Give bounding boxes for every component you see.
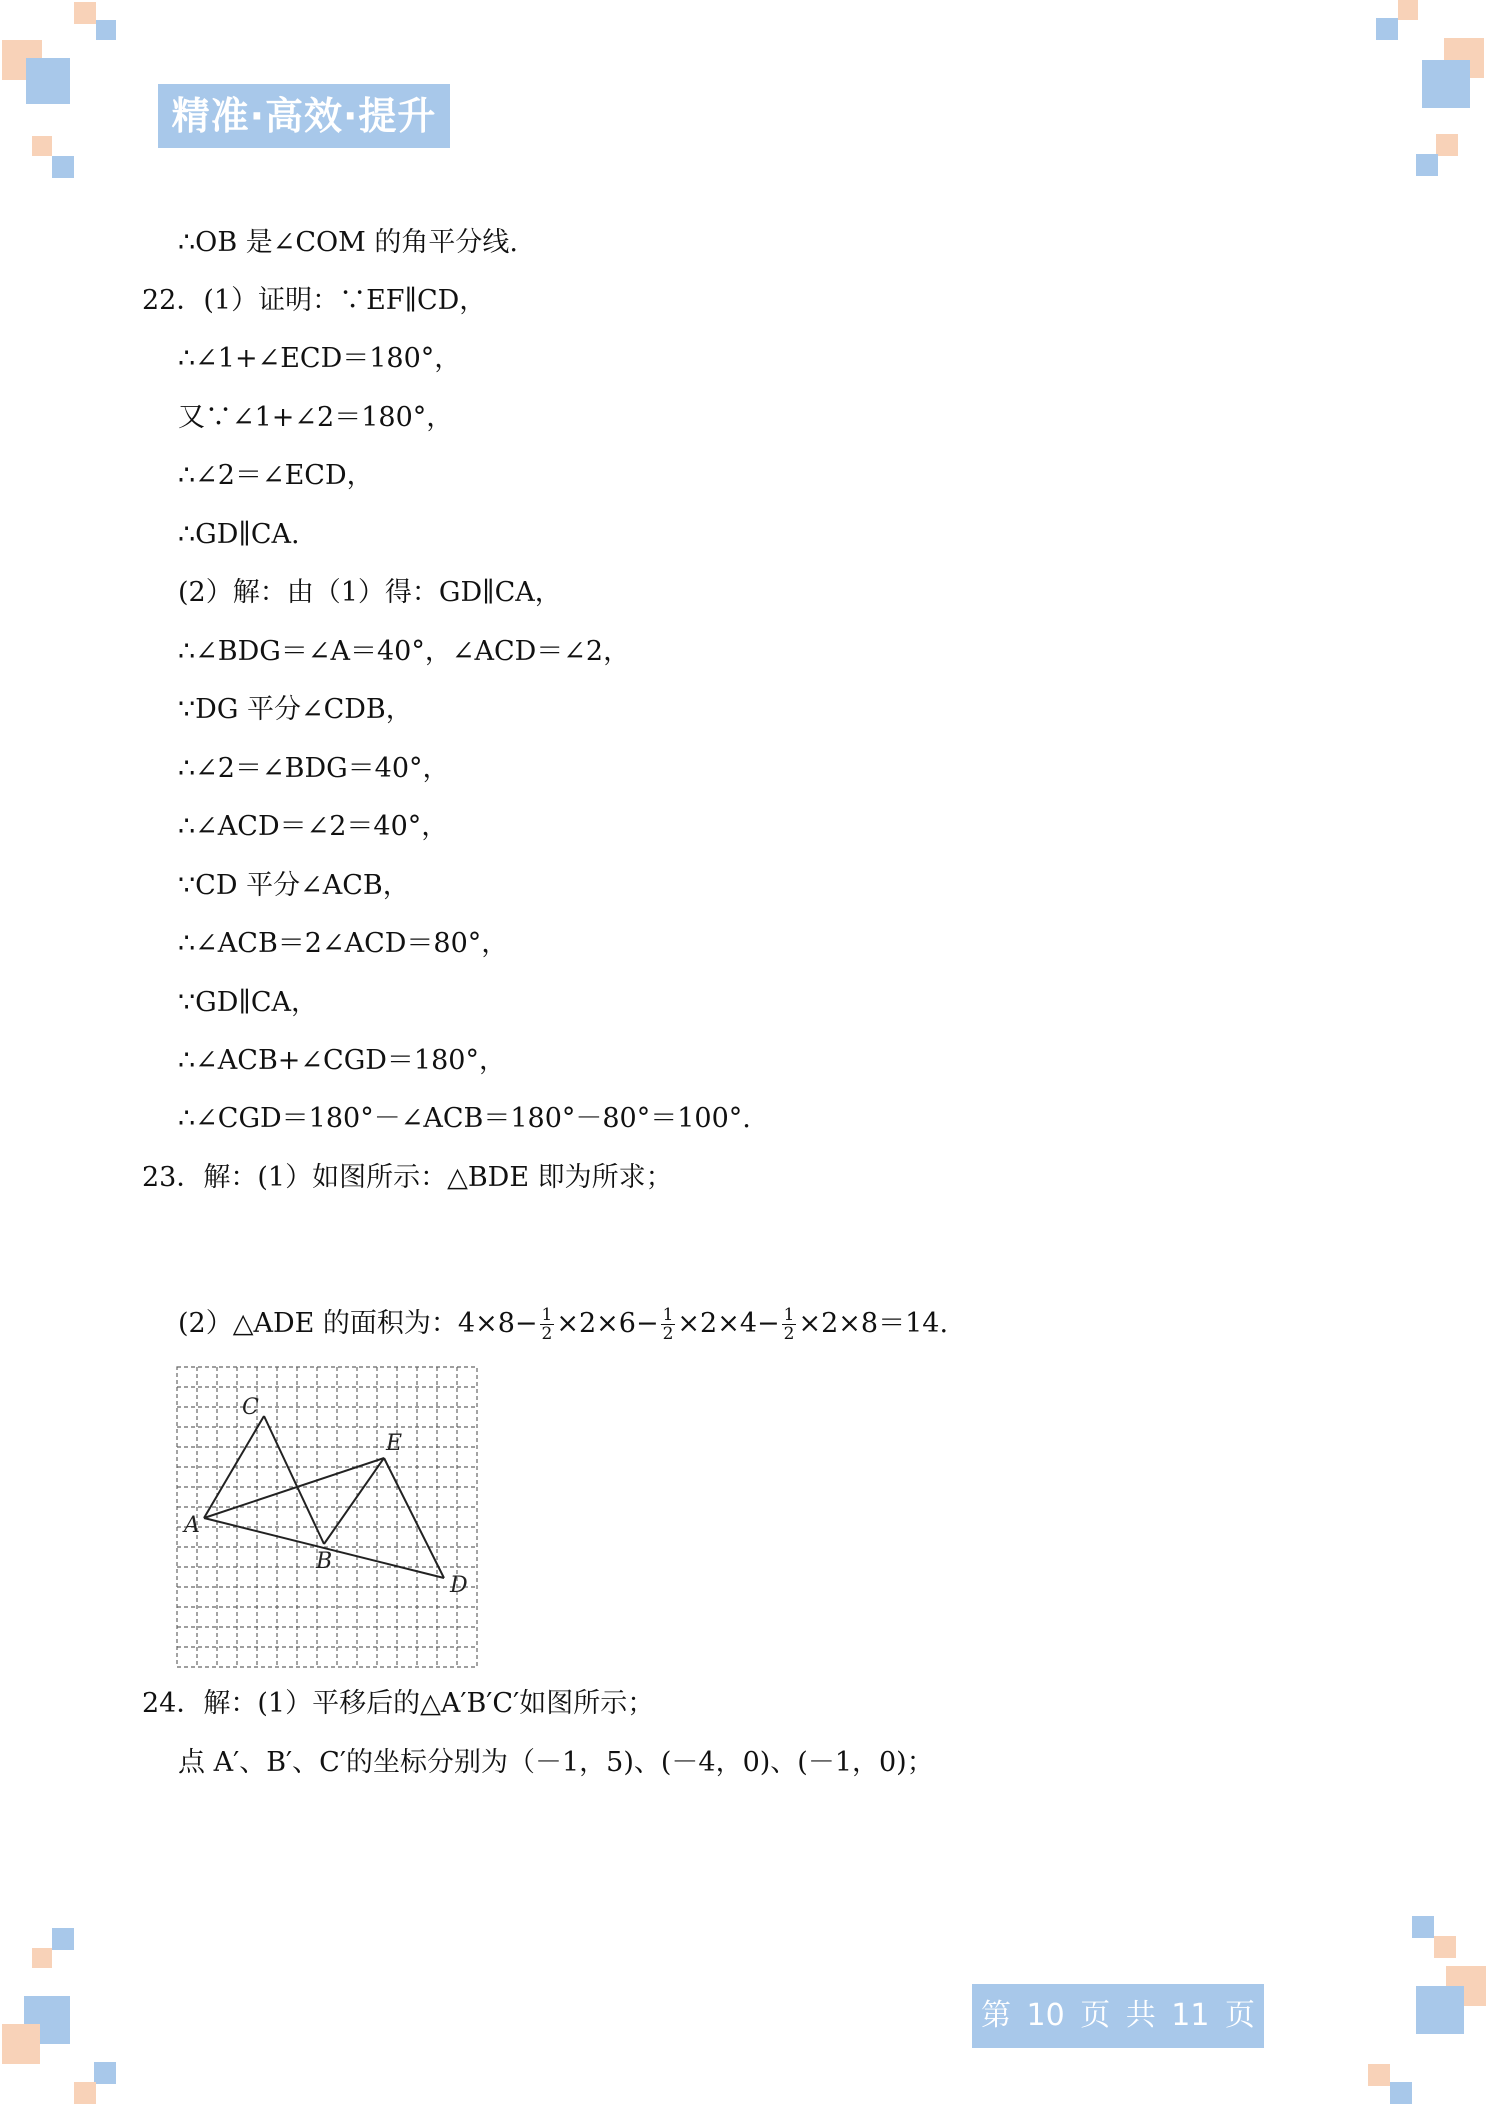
text-line: ∴∠ACD＝∠2＝40°，: [178, 811, 449, 842]
problem-23-heading: 23．解：(1）如图所示：△BDE 即为所求；: [142, 1162, 673, 1193]
formula-text: (2）△ADE 的面积为：4×8−: [178, 1308, 538, 1339]
triangle-grid-figure: [176, 1366, 478, 1668]
formula-text: ×2×8＝14.: [798, 1308, 949, 1339]
problem-22-heading: 22．(1）证明：∵EF∥CD，: [142, 285, 487, 316]
text-line: ∴∠ACB＝2∠ACD＝80°，: [178, 928, 509, 959]
text-line: 点 A′、B′、C′的坐标分别为（－1，5)、(－4，0)、(－1，0)；: [178, 1747, 934, 1778]
text-line: 又∵∠1+∠2＝180°，: [178, 402, 454, 433]
point-label-e: E: [386, 1431, 403, 1456]
point-label-d: D: [450, 1573, 468, 1598]
area-formula-line: [178, 1304, 948, 1344]
text-line: ∴OB 是∠COM 的角平分线.: [178, 227, 518, 258]
point-label-a: A: [184, 1513, 200, 1538]
text-line: ∴GD∥CA.: [178, 519, 300, 550]
text-line: ∴∠1+∠ECD＝180°，: [178, 343, 462, 374]
text-line: ∵GD∥CA，: [178, 987, 319, 1018]
text-line: ∴∠BDG＝∠A＝40°，∠ACD＝∠2，: [178, 636, 631, 667]
brand-banner: 精准·高效·提升: [158, 84, 450, 148]
text-line: ∴∠CGD＝180°－∠ACB＝180°－80°＝100°.: [178, 1103, 751, 1134]
page-number-indicator: 第 10 页 共 11 页: [972, 1984, 1264, 2048]
point-label-b: B: [316, 1549, 333, 1574]
fraction: $\frac{1}{2}$: [541, 1305, 553, 1344]
formula-text: ×2×6−: [556, 1308, 659, 1339]
text-line: ∵CD 平分∠ACB，: [178, 870, 410, 901]
problem-24-heading: 24．解：(1）平移后的△A′B′C′如图所示；: [142, 1688, 655, 1719]
fraction: $\frac{1}{2}$: [783, 1305, 795, 1344]
text-line: (2）解：由（1）得：GD∥CA，: [178, 577, 562, 608]
fraction: $\frac{1}{2}$: [662, 1305, 674, 1344]
text-line: ∴∠2＝∠ECD，: [178, 460, 374, 491]
text-line: ∴∠ACB+∠CGD＝180°，: [178, 1045, 506, 1076]
text-line: ∴∠2＝∠BDG＝40°，: [178, 753, 450, 784]
point-label-c: C: [242, 1395, 259, 1420]
formula-text: ×2×4−: [677, 1308, 780, 1339]
text-line: ∵DG 平分∠CDB，: [178, 694, 413, 725]
grid-lines: [177, 1367, 477, 1667]
